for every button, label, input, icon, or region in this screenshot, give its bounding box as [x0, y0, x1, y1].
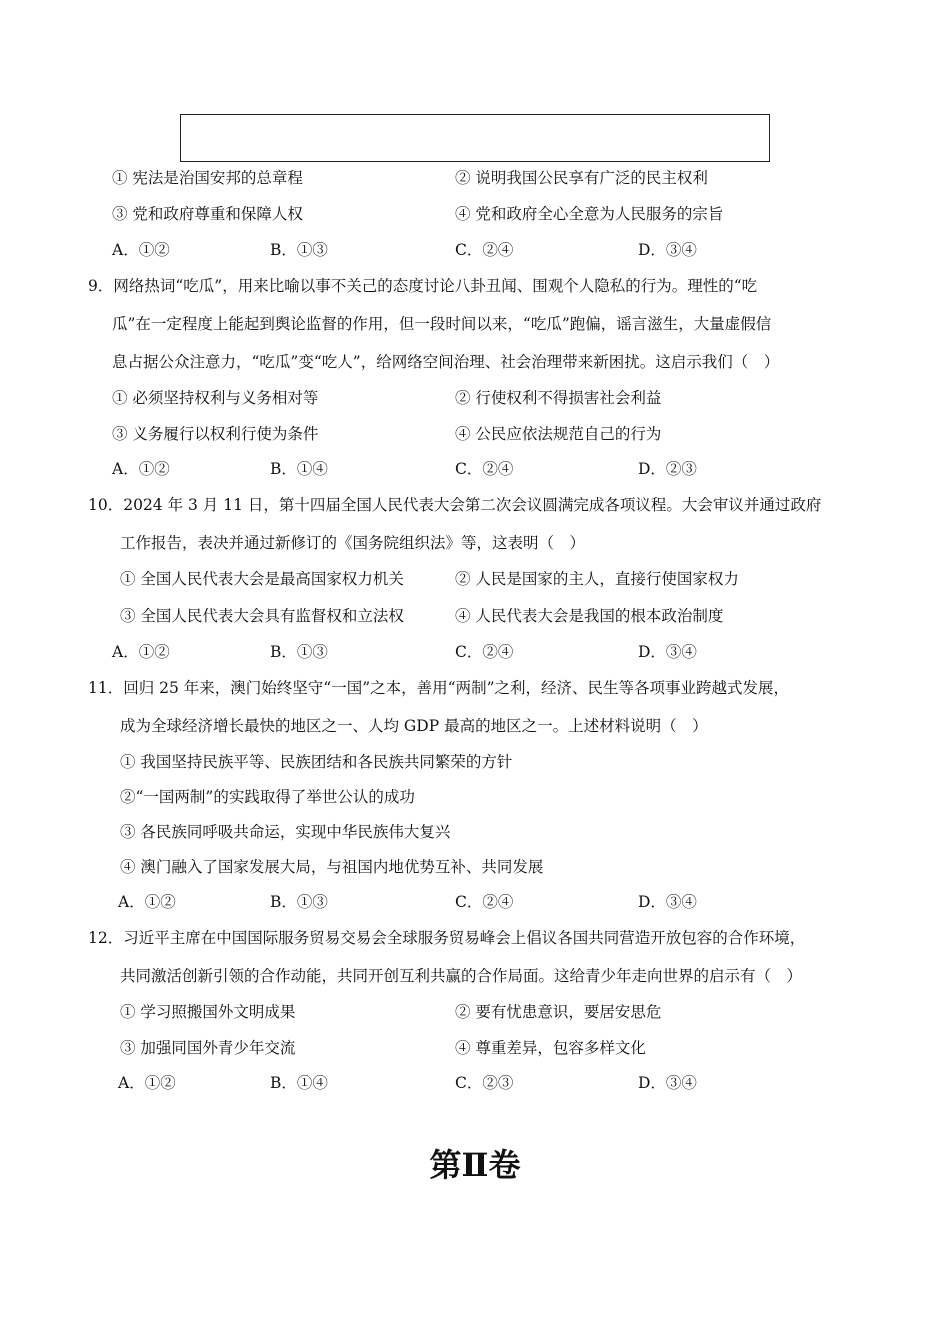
q11-option-1: ① 我国坚持民族平等、民族团结和各民族共同繁荣的方针: [120, 753, 513, 771]
q8-choice-d: D．③④: [638, 241, 697, 259]
q10-option-4: ④ 人民代表大会是我国的根本政治制度: [455, 607, 724, 625]
section-title: 第Ⅱ卷: [429, 1146, 521, 1184]
q9-stem-line-1: 9．网络热词“吃瓜”，用来比喻以事不关己的态度讨论八卦丑闻、围观个人隐私的行为。理性的“吃: [88, 277, 758, 295]
q10-stem-line-2: 工作报告，表决并通过新修订的《国务院组织法》等，这表明（ ）: [120, 534, 586, 552]
q9-stem-line-3: 息占据公众注意力，“吃瓜”变“吃人”，给网络空间治理、社会治理带来新困扰。这启示我们（ ）: [112, 353, 780, 371]
q12-option-2: ② 要有忧患意识，要居安思危: [455, 1003, 662, 1021]
q11-stem-line-1: 11．回归 25 年来，澳门始终坚守“一国”之本，善用“两制”之利，经济、民生等各项事业跨越式发展，: [88, 679, 789, 697]
q12-option-4: ④ 尊重差异，包容多样文化: [455, 1039, 646, 1057]
q12-stem-line-1: 12．习近平主席在中国国际服务贸易交易会全球服务贸易峰会上倡议各国共同营造开放包容的合作环境，: [88, 929, 806, 947]
q11-option-2: ②“一国两制”的实践取得了举世公认的成功: [120, 788, 415, 806]
q10-option-1: ① 全国人民代表大会是最高国家权力机关: [120, 570, 404, 588]
q9-option-2: ② 行使权利不得损害社会利益: [455, 389, 662, 407]
q8-option-1: ① 宪法是治国安邦的总章程: [112, 169, 303, 187]
q12-choice-c: C．②③: [455, 1074, 514, 1092]
q11-choice-b: B．①③: [270, 893, 328, 911]
q9-option-3: ③ 义务履行以权利行使为条件: [112, 425, 319, 443]
q9-choice-a: A．①②: [112, 460, 170, 478]
blank-answer-box: [180, 114, 770, 162]
q11-choice-d: D．③④: [638, 893, 697, 911]
q12-stem-line-2: 共同激活创新引领的合作动能，共同开创互利共赢的合作局面。这给青少年走向世界的启示有（ ）: [120, 967, 803, 985]
q11-option-3: ③ 各民族同呼吸共命运，实现中华民族伟大复兴: [120, 823, 451, 841]
q10-option-3: ③ 全国人民代表大会具有监督权和立法权: [120, 607, 404, 625]
q10-choice-a: A．①②: [112, 643, 170, 661]
q12-option-3: ③ 加强同国外青少年交流: [120, 1039, 296, 1057]
q12-choice-b: B．①④: [270, 1074, 328, 1092]
q8-option-2: ② 说明我国公民享有广泛的民主权利: [455, 169, 708, 187]
q8-option-4: ④ 党和政府全心全意为人民服务的宗旨: [455, 205, 724, 223]
q8-choice-c: C．②④: [455, 241, 514, 259]
q10-choice-b: B．①③: [270, 643, 328, 661]
q10-stem-line-1: 10．2024 年 3 月 11 日，第十四届全国人民代表大会第二次会议圆满完成各项议程。大会审议并通过政府: [88, 496, 822, 514]
q9-option-1: ① 必须坚持权利与义务相对等: [112, 389, 319, 407]
q11-stem-line-2: 成为全球经济增长最快的地区之一、人均 GDP 最高的地区之一。上述材料说明（ ）: [120, 717, 708, 735]
q9-stem-line-2: 瓜”在一定程度上能起到舆论监督的作用，但一段时间以来，“吃瓜”跑偏，谣言滋生，大量虚假信: [112, 315, 772, 333]
q8-option-3: ③ 党和政府尊重和保障人权: [112, 205, 303, 223]
q12-choice-d: D．③④: [638, 1074, 697, 1092]
q10-option-2: ② 人民是国家的主人，直接行使国家权力: [455, 570, 739, 588]
q8-choice-a: A．①②: [112, 241, 170, 259]
q9-option-4: ④ 公民应依法规范自己的行为: [455, 425, 662, 443]
q12-choice-a: A．①②: [118, 1074, 176, 1092]
q8-choice-b: B．①③: [270, 241, 328, 259]
q10-choice-c: C．②④: [455, 643, 514, 661]
q10-choice-d: D．③④: [638, 643, 697, 661]
q11-choice-c: C．②④: [455, 893, 514, 911]
q9-choice-c: C．②④: [455, 460, 514, 478]
q11-choice-a: A．①②: [118, 893, 176, 911]
q9-choice-b: B．①④: [270, 460, 328, 478]
q9-choice-d: D．②③: [638, 460, 697, 478]
q12-option-1: ① 学习照搬国外文明成果: [120, 1003, 296, 1021]
q11-option-4: ④ 澳门融入了国家发展大局，与祖国内地优势互补、共同发展: [120, 858, 544, 876]
